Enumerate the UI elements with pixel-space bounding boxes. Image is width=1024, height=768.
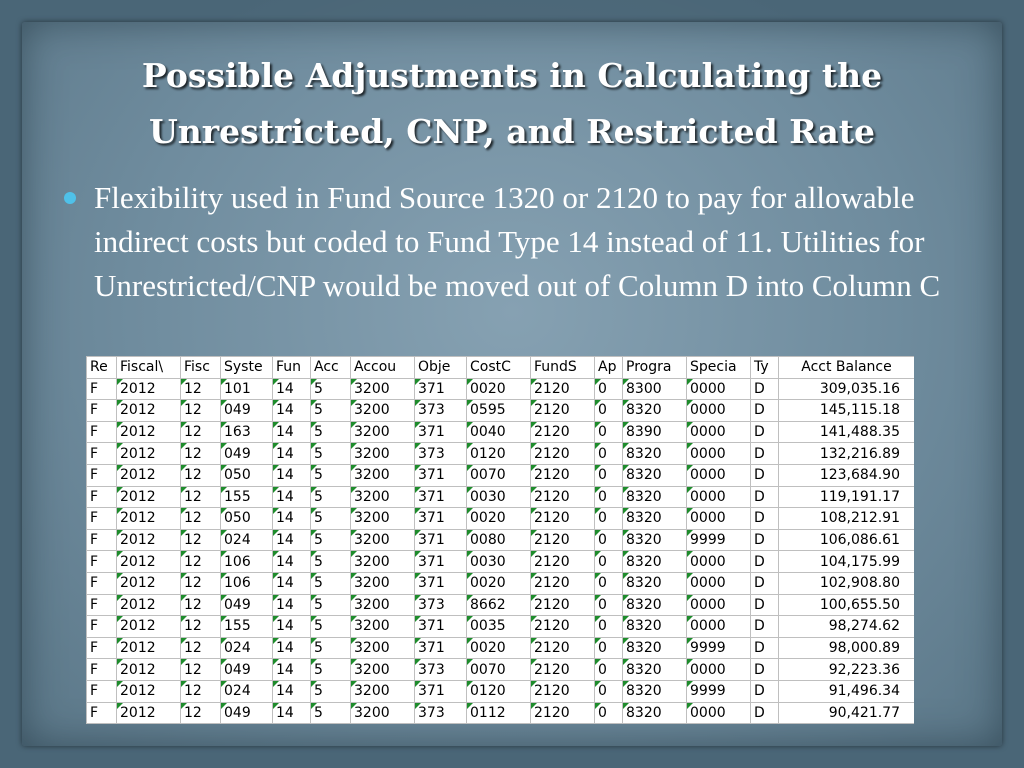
table-cell: 5 xyxy=(311,616,351,638)
table-cell: 90,421.77 xyxy=(779,702,915,724)
column-header: FundS xyxy=(531,357,595,379)
table-cell: 2012 xyxy=(117,572,181,594)
table-cell: 8390 xyxy=(623,421,687,443)
table-cell: 5 xyxy=(311,464,351,486)
table-cell: 0 xyxy=(595,464,623,486)
table-cell: 3200 xyxy=(351,421,415,443)
table-cell: 2120 xyxy=(531,659,595,681)
table-cell: 0000 xyxy=(687,594,751,616)
column-header: Ty xyxy=(751,357,779,379)
table-cell: 5 xyxy=(311,443,351,465)
table-cell: 106,086.61 xyxy=(779,529,915,551)
table-cell: 8320 xyxy=(623,464,687,486)
slide-title: Possible Adjustments in Calculating the Unrestricted, CNP, and Restricted Rate xyxy=(141,56,883,151)
table-cell: 2012 xyxy=(117,400,181,422)
bullet-text: Flexibility used in Fund Source 1320 or 2120 to pay for allowable indirect costs but coded to Fund Type 14 instead of 11. Utilities for Unrestricted/CNP would be moved out of Column D into Column C xyxy=(94,180,941,303)
table-cell: 5 xyxy=(311,637,351,659)
table-cell: 12 xyxy=(181,464,221,486)
table-row xyxy=(87,529,915,551)
table-cell: 050 xyxy=(221,464,273,486)
table-cell: 371 xyxy=(415,616,467,638)
table-cell: F xyxy=(87,378,117,400)
table-cell: 5 xyxy=(311,400,351,422)
table-cell: 0 xyxy=(595,443,623,465)
table-cell: 8300 xyxy=(623,378,687,400)
table-cell: 0 xyxy=(595,529,623,551)
header-row xyxy=(87,357,915,379)
table-cell: 5 xyxy=(311,659,351,681)
table-cell: D xyxy=(751,680,779,702)
column-header: Syste xyxy=(221,357,273,379)
table-cell: 0 xyxy=(595,702,623,724)
table-cell: 373 xyxy=(415,702,467,724)
column-header: Ap xyxy=(595,357,623,379)
table-cell: 5 xyxy=(311,680,351,702)
table-cell: 8662 xyxy=(467,594,531,616)
table-cell: 5 xyxy=(311,378,351,400)
table-cell: 101 xyxy=(221,378,273,400)
table-cell: F xyxy=(87,464,117,486)
table-cell: 0112 xyxy=(467,702,531,724)
table-row xyxy=(87,594,915,616)
table-cell: 0 xyxy=(595,400,623,422)
table-cell: 100,655.50 xyxy=(779,594,915,616)
table-cell: D xyxy=(751,572,779,594)
table-cell: 102,908.80 xyxy=(779,572,915,594)
table-cell: 12 xyxy=(181,529,221,551)
table-cell: 91,496.34 xyxy=(779,680,915,702)
spreadsheet-image xyxy=(86,356,914,724)
table-cell: 0000 xyxy=(687,400,751,422)
table-cell: 0020 xyxy=(467,572,531,594)
table-cell: 3200 xyxy=(351,659,415,681)
table-cell: D xyxy=(751,637,779,659)
table-cell: 12 xyxy=(181,443,221,465)
table-cell: 0000 xyxy=(687,464,751,486)
table-cell: 5 xyxy=(311,529,351,551)
column-header: CostC xyxy=(467,357,531,379)
table-cell: 0000 xyxy=(687,572,751,594)
table-cell: 141,488.35 xyxy=(779,421,915,443)
table-cell: D xyxy=(751,659,779,681)
table-cell: 0070 xyxy=(467,464,531,486)
table-cell: 0 xyxy=(595,421,623,443)
table-cell: 0 xyxy=(595,637,623,659)
table-cell: 9999 xyxy=(687,529,751,551)
table-cell: 0000 xyxy=(687,486,751,508)
table-cell: 14 xyxy=(273,551,311,573)
table-cell: 12 xyxy=(181,702,221,724)
table-cell: F xyxy=(87,551,117,573)
table-cell: 3200 xyxy=(351,378,415,400)
table-cell: 2012 xyxy=(117,508,181,530)
table-cell: D xyxy=(751,702,779,724)
table-row xyxy=(87,486,915,508)
table-cell: 14 xyxy=(273,508,311,530)
table-cell: F xyxy=(87,594,117,616)
table-cell: D xyxy=(751,616,779,638)
table-cell: 0 xyxy=(595,680,623,702)
table-cell: 0000 xyxy=(687,659,751,681)
table-cell: 3200 xyxy=(351,400,415,422)
table-cell: 0035 xyxy=(467,616,531,638)
table-cell: 14 xyxy=(273,443,311,465)
table-cell: 0 xyxy=(595,551,623,573)
table-cell: 0 xyxy=(595,616,623,638)
table-cell: 12 xyxy=(181,421,221,443)
table-cell: F xyxy=(87,421,117,443)
table-cell: 108,212.91 xyxy=(779,508,915,530)
table-cell: 5 xyxy=(311,551,351,573)
table-cell: 3200 xyxy=(351,464,415,486)
table-cell: 0020 xyxy=(467,378,531,400)
column-header: Re xyxy=(87,357,117,379)
table-cell: 2120 xyxy=(531,551,595,573)
data-table xyxy=(86,356,914,724)
table-cell: 0 xyxy=(595,594,623,616)
table-cell: 5 xyxy=(311,421,351,443)
table-cell: 024 xyxy=(221,529,273,551)
table-row xyxy=(87,616,915,638)
table-cell: 371 xyxy=(415,378,467,400)
table-cell: 8320 xyxy=(623,680,687,702)
table-cell: 5 xyxy=(311,508,351,530)
table-cell: 049 xyxy=(221,443,273,465)
table-cell: 8320 xyxy=(623,659,687,681)
table-cell: F xyxy=(87,486,117,508)
table-cell: 0080 xyxy=(467,529,531,551)
table-cell: 2012 xyxy=(117,551,181,573)
table-cell: 3200 xyxy=(351,572,415,594)
table-cell: 0 xyxy=(595,378,623,400)
table-cell: 8320 xyxy=(623,508,687,530)
table-cell: 049 xyxy=(221,659,273,681)
table-cell: 3200 xyxy=(351,680,415,702)
table-header xyxy=(87,357,915,379)
table-cell: D xyxy=(751,594,779,616)
table-cell: F xyxy=(87,443,117,465)
table-row xyxy=(87,421,915,443)
table-cell: 2012 xyxy=(117,594,181,616)
table-cell: 106 xyxy=(221,572,273,594)
table-cell: 0030 xyxy=(467,486,531,508)
table-cell: F xyxy=(87,659,117,681)
column-header: Acct Balance xyxy=(779,357,915,379)
table-cell: 8320 xyxy=(623,702,687,724)
table-cell: 0120 xyxy=(467,680,531,702)
table-cell: 2012 xyxy=(117,529,181,551)
table-cell: 2012 xyxy=(117,659,181,681)
table-cell: 0000 xyxy=(687,702,751,724)
table-cell: 104,175.99 xyxy=(779,551,915,573)
table-cell: 049 xyxy=(221,400,273,422)
table-cell: 3200 xyxy=(351,551,415,573)
table-row xyxy=(87,378,915,400)
table-cell: F xyxy=(87,637,117,659)
table-cell: 92,223.36 xyxy=(779,659,915,681)
table-cell: 371 xyxy=(415,637,467,659)
column-header: Specia xyxy=(687,357,751,379)
table-cell: 155 xyxy=(221,486,273,508)
table-cell: 0595 xyxy=(467,400,531,422)
table-cell: 0040 xyxy=(467,421,531,443)
table-cell: 2120 xyxy=(531,378,595,400)
table-cell: 12 xyxy=(181,378,221,400)
table-cell: 3200 xyxy=(351,486,415,508)
table-cell: 2012 xyxy=(117,443,181,465)
table-cell: 0000 xyxy=(687,508,751,530)
table-row xyxy=(87,464,915,486)
table-cell: 8320 xyxy=(623,529,687,551)
table-cell: 371 xyxy=(415,572,467,594)
table-cell: 119,191.17 xyxy=(779,486,915,508)
table-cell: D xyxy=(751,400,779,422)
table-cell: 373 xyxy=(415,594,467,616)
table-cell: 14 xyxy=(273,572,311,594)
table-cell: 5 xyxy=(311,594,351,616)
table-cell: 12 xyxy=(181,680,221,702)
table-body xyxy=(87,378,915,724)
table-cell: D xyxy=(751,529,779,551)
table-cell: D xyxy=(751,421,779,443)
table-cell: 12 xyxy=(181,616,221,638)
table-cell: 0000 xyxy=(687,616,751,638)
table-cell: 12 xyxy=(181,486,221,508)
table-cell: 14 xyxy=(273,594,311,616)
table-cell: 2012 xyxy=(117,421,181,443)
table-cell: 12 xyxy=(181,637,221,659)
table-cell: 0020 xyxy=(467,508,531,530)
table-cell: F xyxy=(87,508,117,530)
table-cell: 163 xyxy=(221,421,273,443)
table-cell: F xyxy=(87,702,117,724)
table-cell: 98,274.62 xyxy=(779,616,915,638)
column-header: Fiscal\ xyxy=(117,357,181,379)
table-cell: 0000 xyxy=(687,421,751,443)
table-cell: F xyxy=(87,400,117,422)
table-cell: 132,216.89 xyxy=(779,443,915,465)
table-cell: 3200 xyxy=(351,443,415,465)
table-row xyxy=(87,659,915,681)
table-cell: 0000 xyxy=(687,443,751,465)
table-cell: 8320 xyxy=(623,572,687,594)
table-cell: 2120 xyxy=(531,464,595,486)
table-row xyxy=(87,637,915,659)
table-cell: 3200 xyxy=(351,529,415,551)
table-cell: D xyxy=(751,551,779,573)
table-cell: 3200 xyxy=(351,702,415,724)
table-cell: 8320 xyxy=(623,486,687,508)
table-cell: 373 xyxy=(415,400,467,422)
table-cell: 371 xyxy=(415,508,467,530)
table-cell: 2012 xyxy=(117,637,181,659)
table-cell: 9999 xyxy=(687,637,751,659)
table-cell: 2012 xyxy=(117,464,181,486)
table-cell: 5 xyxy=(311,486,351,508)
table-row xyxy=(87,443,915,465)
table-cell: 371 xyxy=(415,529,467,551)
table-cell: 9999 xyxy=(687,680,751,702)
table-cell: 0 xyxy=(595,659,623,681)
table-cell: 2120 xyxy=(531,702,595,724)
table-cell: 0030 xyxy=(467,551,531,573)
table-cell: 049 xyxy=(221,702,273,724)
table-cell: 2120 xyxy=(531,572,595,594)
table-cell: 024 xyxy=(221,637,273,659)
column-header: Progra xyxy=(623,357,687,379)
table-cell: F xyxy=(87,572,117,594)
table-cell: 0000 xyxy=(687,378,751,400)
table-cell: 2012 xyxy=(117,378,181,400)
table-cell: 0020 xyxy=(467,637,531,659)
table-cell: 2120 xyxy=(531,637,595,659)
table-cell: 14 xyxy=(273,378,311,400)
table-cell: 14 xyxy=(273,637,311,659)
table-cell: 123,684.90 xyxy=(779,464,915,486)
table-cell: 0 xyxy=(595,572,623,594)
table-cell: 14 xyxy=(273,421,311,443)
table-cell: 2120 xyxy=(531,616,595,638)
table-cell: 14 xyxy=(273,659,311,681)
table-cell: 155 xyxy=(221,616,273,638)
column-header: Fun xyxy=(273,357,311,379)
table-cell: F xyxy=(87,680,117,702)
table-cell: 14 xyxy=(273,702,311,724)
table-cell: 2120 xyxy=(531,443,595,465)
table-cell: 5 xyxy=(311,702,351,724)
table-cell: 12 xyxy=(181,659,221,681)
table-cell: 3200 xyxy=(351,637,415,659)
table-cell: 14 xyxy=(273,464,311,486)
table-row xyxy=(87,680,915,702)
table-cell: 2012 xyxy=(117,616,181,638)
table-cell: 12 xyxy=(181,551,221,573)
table-cell: 2120 xyxy=(531,680,595,702)
table-cell: 12 xyxy=(181,508,221,530)
table-cell: D xyxy=(751,508,779,530)
table-row xyxy=(87,572,915,594)
column-header: Acc xyxy=(311,357,351,379)
table-cell: 371 xyxy=(415,464,467,486)
table-cell: 14 xyxy=(273,616,311,638)
table-cell: 2120 xyxy=(531,529,595,551)
column-header: Obje xyxy=(415,357,467,379)
table-cell: 12 xyxy=(181,572,221,594)
table-cell: 3200 xyxy=(351,508,415,530)
table-cell: D xyxy=(751,378,779,400)
table-cell: 14 xyxy=(273,486,311,508)
table-cell: 2120 xyxy=(531,421,595,443)
table-cell: 14 xyxy=(273,680,311,702)
table-cell: 373 xyxy=(415,443,467,465)
table-cell: 145,115.18 xyxy=(779,400,915,422)
table-cell: 12 xyxy=(181,400,221,422)
table-cell: F xyxy=(87,529,117,551)
table-cell: 0 xyxy=(595,486,623,508)
column-header: Fisc xyxy=(181,357,221,379)
table-row xyxy=(87,400,915,422)
table-cell: 8320 xyxy=(623,637,687,659)
table-cell: F xyxy=(87,616,117,638)
table-row xyxy=(87,551,915,573)
table-row xyxy=(87,702,915,724)
table-cell: D xyxy=(751,464,779,486)
table-cell: 98,000.89 xyxy=(779,637,915,659)
table-cell: 0 xyxy=(595,508,623,530)
table-cell: 8320 xyxy=(623,594,687,616)
table-cell: 8320 xyxy=(623,443,687,465)
table-cell: 2012 xyxy=(117,486,181,508)
table-cell: 0000 xyxy=(687,551,751,573)
table-cell: 3200 xyxy=(351,616,415,638)
table-cell: 5 xyxy=(311,572,351,594)
table-cell: 106 xyxy=(221,551,273,573)
table-cell: 371 xyxy=(415,486,467,508)
table-cell: 2012 xyxy=(117,702,181,724)
table-cell: 2120 xyxy=(531,508,595,530)
table-cell: D xyxy=(751,486,779,508)
bullet-item xyxy=(64,176,964,308)
table-cell: 024 xyxy=(221,680,273,702)
table-cell: D xyxy=(751,443,779,465)
table-cell: 2120 xyxy=(531,400,595,422)
table-cell: 12 xyxy=(181,594,221,616)
table-cell: 2120 xyxy=(531,486,595,508)
table-cell: 371 xyxy=(415,421,467,443)
table-cell: 2120 xyxy=(531,594,595,616)
table-cell: 371 xyxy=(415,551,467,573)
table-cell: 2012 xyxy=(117,680,181,702)
table-cell: 8320 xyxy=(623,551,687,573)
table-cell: 373 xyxy=(415,659,467,681)
table-cell: 8320 xyxy=(623,400,687,422)
table-cell: 309,035.16 xyxy=(779,378,915,400)
table-cell: 14 xyxy=(273,400,311,422)
table-cell: 0120 xyxy=(467,443,531,465)
table-cell: 0070 xyxy=(467,659,531,681)
table-cell: 3200 xyxy=(351,594,415,616)
table-cell: 049 xyxy=(221,594,273,616)
column-header: Accou xyxy=(351,357,415,379)
table-cell: 371 xyxy=(415,680,467,702)
table-cell: 14 xyxy=(273,529,311,551)
table-row xyxy=(87,508,915,530)
table-cell: 8320 xyxy=(623,616,687,638)
table-cell: 050 xyxy=(221,508,273,530)
bullet-dot-icon xyxy=(64,192,76,204)
